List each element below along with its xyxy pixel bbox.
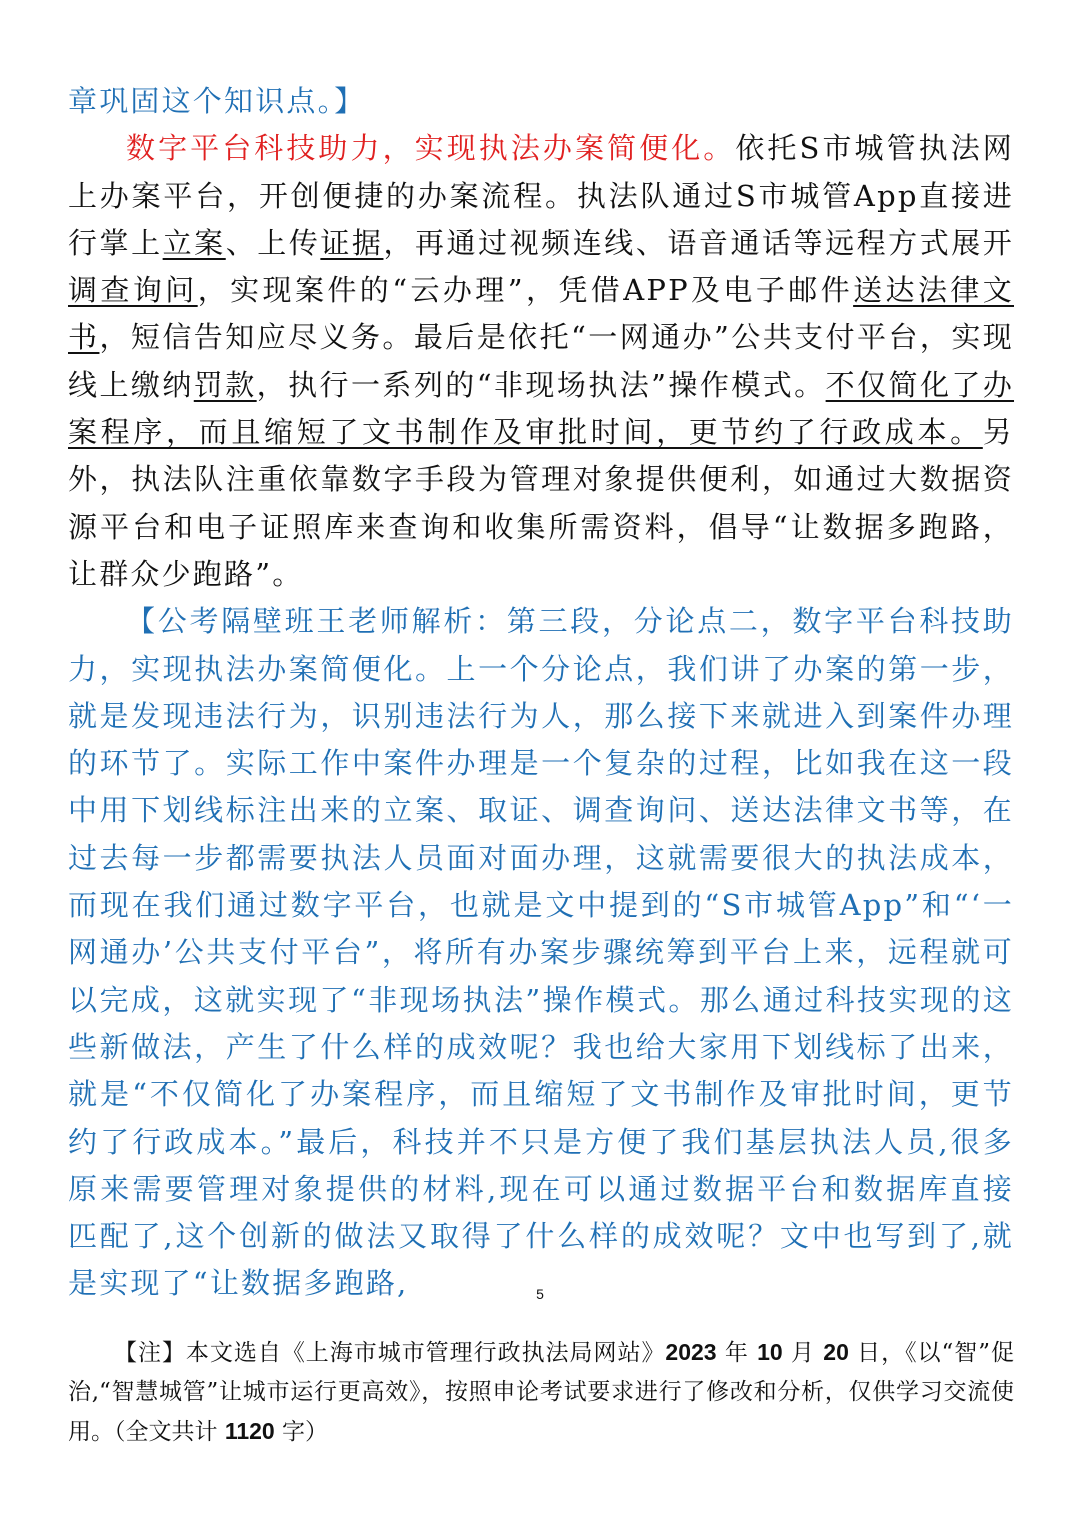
main-text xyxy=(68,78,1014,1308)
section-text: ，执行一系列的“非现场执法”操作模式。 xyxy=(256,367,826,402)
section-heading: 数字平台科技助力，实现执法办案简便化。 xyxy=(126,131,736,166)
footnote-month: 10 xyxy=(757,1339,783,1365)
underlined-term: 罚款 xyxy=(193,367,257,402)
underlined-sentence: 不仅简化了办案程序，而且缩短了文书制作及审批时间，更节约了行政成本。 xyxy=(68,367,1015,450)
section-text: 依托S市城管执法网上办案平台，开创便捷的办案流程。执法队通过S市城管App直接进行掌上 xyxy=(68,131,1014,260)
page-number: 5 xyxy=(536,1286,544,1302)
section-paragraph xyxy=(68,125,1014,598)
section-text: ，再通过视频连线、语音通话等远程方式展开 xyxy=(383,225,1014,260)
analysis-paragraph: 【公考隔壁班王老师解析：第三段，分论点二，数字平台科技助力，实现执法办案简便化。上一个分论点，我们讲了办案的第一步，就是发现违法行为，识别违法行为人，那么接下来就进入到案件办理的环节了。实际工作中案件办理是一个复杂的过程，比如我在这一段中用下划线标注出来的立案、取证、调查询问、送达法律文书等，在过去每一步都需要执法人员面对面办理，这就需要很大的执法成本，而现在我们通过数字平台，也就是文中提到的“S市城管App”和“‘一网通办’公共支付平台”，将所有办案步骤统筹到平台上来，远程就可以完成，这就实现了“非现场执法”操作模式。那么通过科技实现的这些新做法，产生了什么样的成效呢？我也给大家用下划线标了出来，就是“不仅简化了办案程序，而且缩短了文书制作及审批时间，更节约了行政成本。”最后，科技并不只是方便了我们基层执法人员,很多原来需要管理对象提供的材料,现在可以通过数据平台和数据库直接匹配了,这个创新的做法又取得了什么样的成效呢？文中也写到了,就是实现了“让数据多跑路, xyxy=(68,604,1014,1301)
underlined-term: 调查询问 xyxy=(68,273,198,308)
footnote-day: 20 xyxy=(823,1339,849,1365)
footnote-year: 2023 xyxy=(665,1339,717,1365)
underlined-term: 证据 xyxy=(320,225,384,260)
section-text: ，实现案件的“云办理”，凭借APP及电子邮件 xyxy=(197,273,854,308)
footnote xyxy=(68,1333,1014,1452)
section-text: 另外，执法队注重依靠数字手段为管理对象提供便利，如通过大数据资源平台和电子证照库来查询和收集所需资料，倡导“让数据多跑路，让群众少跑路”。 xyxy=(68,415,1014,591)
section-text: ，短信告知应尽义务。最后是依托“一网通办”公共支付平台，实现线上缴纳 xyxy=(68,320,1015,402)
section-text: 、上传 xyxy=(225,225,321,260)
footnote-paragraph: 【注】本文选自《上海市城市管理行政执法局网站》2023 年 10 月 20 日，《以“智”促治,“智慧城管”让城市运行更高效》，按照申论考试要求进行了修改和分析，仅供学习交流使用。（全文共计 1120 字） xyxy=(68,1339,1015,1445)
underlined-term: 送达法律文书 xyxy=(68,273,1014,355)
underlined-term: 立案 xyxy=(162,225,226,260)
analysis-tail: 章巩固这个知识点。】 xyxy=(68,84,366,118)
footnote-word-count: 1120 xyxy=(224,1418,275,1444)
